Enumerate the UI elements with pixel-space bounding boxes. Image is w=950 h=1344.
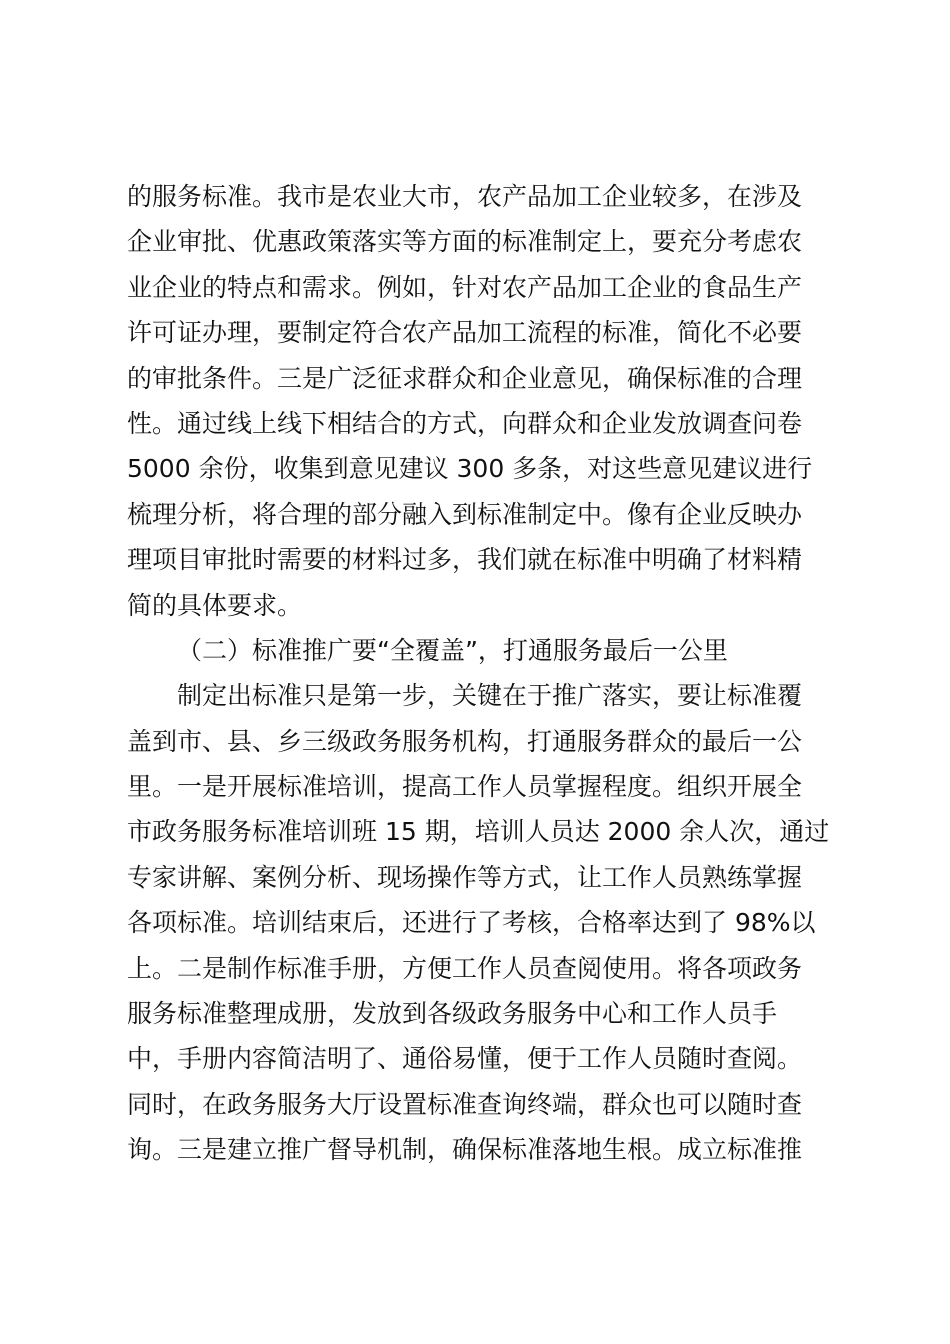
paragraph-line: 性。通过线上线下相结合的方式，向群众和企业发放调查问卷 [127,408,803,438]
paragraph-line: 企业审批、优惠政策落实等方面的标准制定上，要充分考虑农 [127,227,803,257]
paragraph-line: 专家讲解、案例分析、现场操作等方式，让工作人员熟练掌握 [127,862,803,892]
paragraph-line: 同时，在政务服务大厅设置标准查询终端，群众也可以随时查 [127,1089,803,1119]
paragraph-line: 理项目审批时需要的材料过多，我们就在标准中明确了材料精 [127,545,803,575]
paragraph-line: 简的具体要求。 [127,590,303,620]
paragraph-line: 的服务标准。我市是农业大市，农产品加工企业较多，在涉及 [127,182,803,211]
paragraph-line: 业企业的特点和需求。例如，针对农产品加工企业的食品生产 [127,272,803,302]
paragraph-line: 服务标准整理成册，发放到各级政务服务中心和工作人员手 [127,999,778,1029]
paragraph-line: 询。三是建立推广督导机制，确保标准落地生根。成立标准推 [127,1135,803,1165]
paragraph-line: 中，手册内容简洁明了、通俗易懂，便于工作人员随时查阅。 [127,1044,803,1074]
paragraph-line: 各项标准。培训结束后，还进行了考核，合格率达到了 98%以 [127,908,816,938]
paragraph-line: 上。二是制作标准手册，方便工作人员查阅使用。将各项政务 [127,953,803,983]
paragraph-line: 的审批条件。三是广泛征求群众和企业意见，确保标准的合理 [127,363,803,393]
paragraph-line: 盖到市、县、乡三级政务服务机构，打通服务群众的最后一公 [127,726,803,756]
paragraph-line: 梳理分析，将合理的部分融入到标准制定中。像有企业反映办 [127,499,803,529]
paragraph-line: 制定出标准只是第一步，关键在于推广落实，要让标准覆 [177,681,803,711]
paragraph-line: 5000 余份，收集到意见建议 300 多条，对这些意见建议进行 [127,454,813,484]
paragraph-line: 许可证办理，要制定符合农产品加工流程的标准，简化不必要 [127,318,803,348]
body-text [127,174,839,1173]
paragraph-line: 里。一是开展标准培训，提高工作人员掌握程度。组织开展全 [127,772,803,802]
section-heading: （二）标准推广要“全覆盖”，打通服务最后一公里 [177,635,728,665]
paragraph-line: 市政务服务标准培训班 15 期，培训人员达 2000 余人次，通过 [127,817,830,847]
